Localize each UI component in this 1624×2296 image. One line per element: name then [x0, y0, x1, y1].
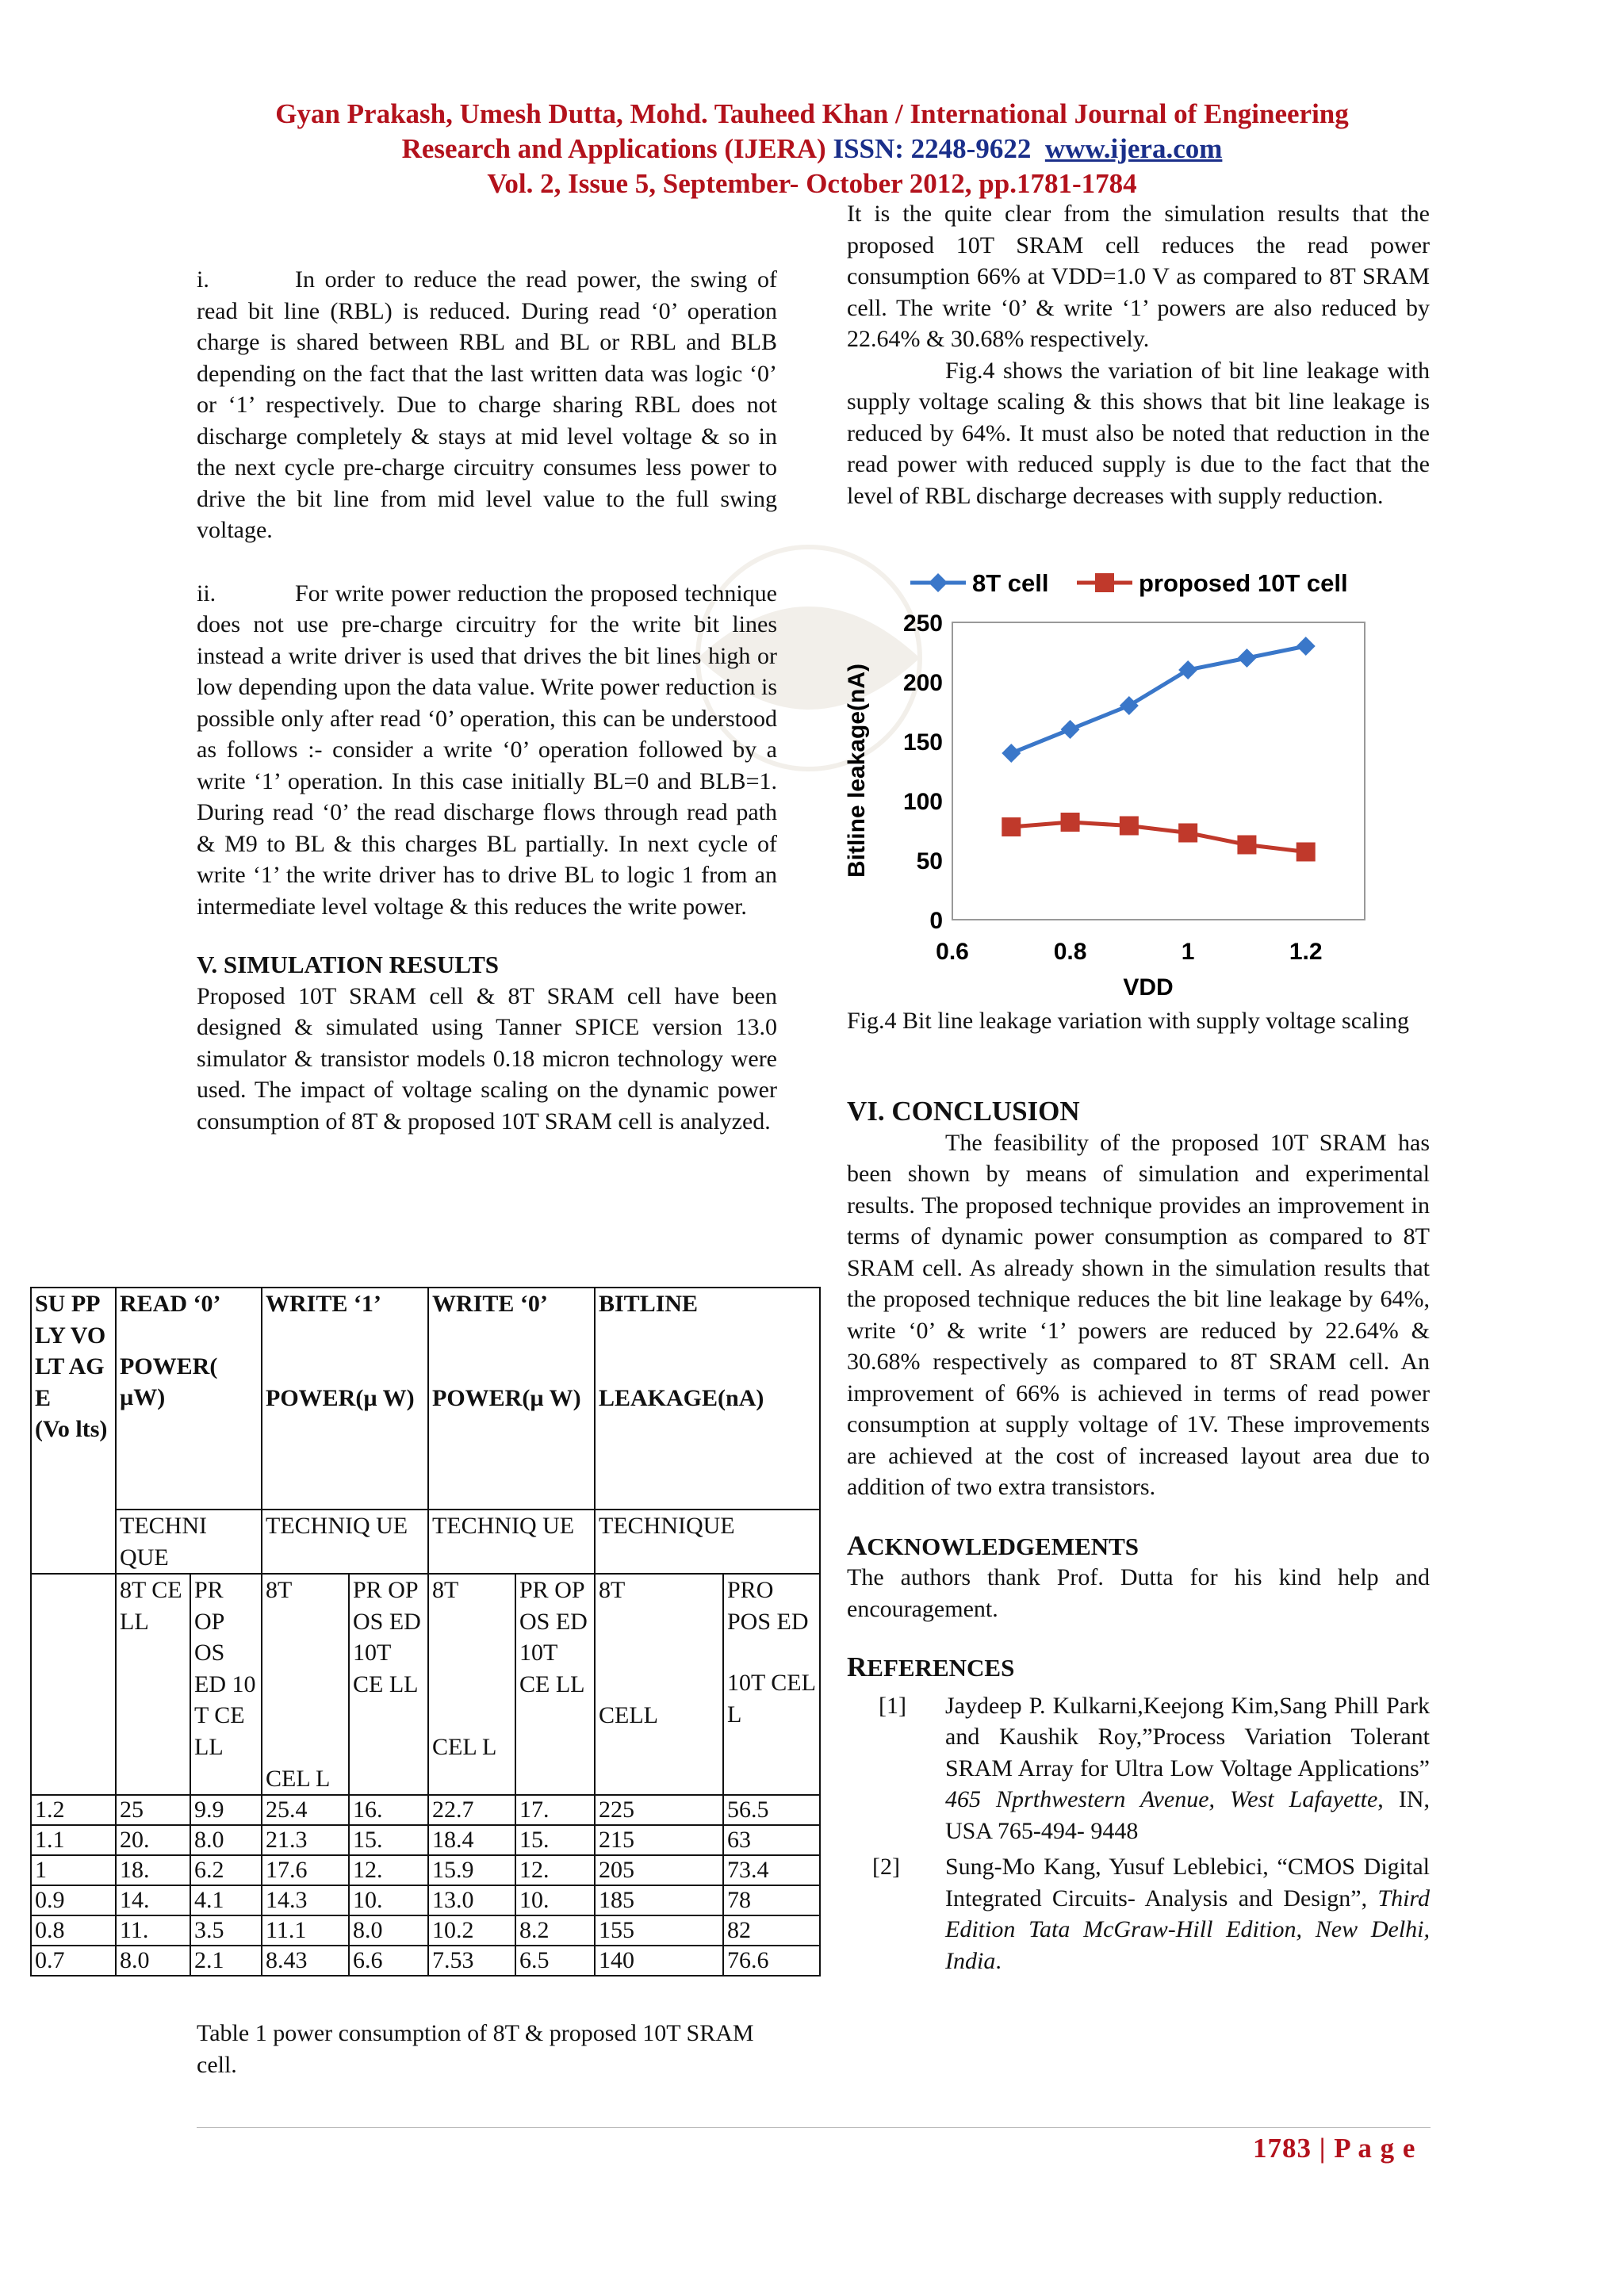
- y-tick-label: 0: [929, 908, 943, 934]
- subheader-write0-8t-b: CEL L: [432, 1733, 497, 1760]
- acknowledgements-heading: [847, 1530, 1430, 1563]
- table-cell: 20.: [116, 1825, 190, 1855]
- header-write0-label: WRITE ‘0’: [432, 1291, 548, 1317]
- ack-rest: CKNOWLEDGEMENTS: [867, 1532, 1139, 1560]
- references-list: [847, 1690, 1430, 1977]
- item-i-first-line: In order to reduce the read power, the: [295, 266, 681, 293]
- table-cell: 17.: [515, 1795, 595, 1825]
- footer-divider: [197, 2127, 1431, 2128]
- references-heading: [847, 1651, 1430, 1684]
- table-cell: 8.0: [349, 1915, 428, 1946]
- subheader-bitline-proposed-a: PRO POS ED: [727, 1577, 809, 1635]
- technique-read: TECHNI QUE: [116, 1510, 262, 1574]
- data-point-proposed-10t: [1120, 817, 1139, 836]
- table-cell: 15.9: [428, 1855, 515, 1885]
- data-point-proposed-10t: [1297, 843, 1316, 862]
- table-cell: 13.0: [428, 1885, 515, 1915]
- journal-header: [0, 97, 1624, 201]
- subheader-write0-8t: [428, 1574, 515, 1795]
- table-cell: 12.: [349, 1855, 428, 1885]
- results-paragraph-1: It is the quite clear from the simulation results that the proposed 10T SRAM cell reduces the read power consumption 66% at VDD=1.0 V as compared to 8T SRAM cell. The write ‘0’ & write ‘1’ powers are also reduced by 22.64% & 30.68% respectively.: [847, 201, 1430, 352]
- y-tick-label: 200: [902, 670, 943, 696]
- table-cell: 25: [116, 1795, 190, 1825]
- header-write0-unit: POWER(µ W): [432, 1384, 581, 1411]
- header-read-label: READ ‘0’: [120, 1291, 221, 1317]
- header-bitline-unit: LEAKAGE(nA): [599, 1384, 764, 1411]
- reference-1-italic: 465 Nprthwestern Avenue, West Lafayette: [945, 1786, 1378, 1812]
- table-cell: 12.: [515, 1855, 595, 1885]
- section-v-heading: V. SIMULATION RESULTS: [197, 951, 500, 978]
- reference-2-number: [2]: [872, 1854, 900, 1880]
- table-cell: 225: [595, 1795, 723, 1825]
- table-cell: 63: [723, 1825, 820, 1855]
- subheader-bitline-proposed-b: 10T CEL L: [727, 1670, 815, 1728]
- header-write1-unit: POWER(µ W): [266, 1384, 415, 1411]
- table-cell: 14.3: [262, 1885, 349, 1915]
- item-i-text: swing of read bit line (RBL) is reduced. During read ‘0’ operation charge is shared between RBL and BL or RBL and BLB depending on the fact that the last written data was logic ‘0’ or ‘1’ respectively. Due to charge sharing RBL does not discharge completely & stays at mid level voltage & so in the next cycle pre-charge circuitry consumes less power to drive the bit line from mid level value to the full swing voltage.: [197, 266, 778, 543]
- table-cell: 15.: [349, 1825, 428, 1855]
- table-cell: 16.: [349, 1795, 428, 1825]
- table-row: [31, 1885, 820, 1915]
- table-cell: 25.4: [262, 1795, 349, 1825]
- table-row: [31, 1795, 820, 1825]
- cell-supply-voltage: 1: [31, 1855, 116, 1885]
- section-vi-heading: VI. CONCLUSION: [847, 1096, 1080, 1127]
- table-cell: 17.6: [262, 1855, 349, 1885]
- table-cell: 56.5: [723, 1795, 820, 1825]
- table-cell: 18.: [116, 1855, 190, 1885]
- ref-initial: R: [847, 1651, 868, 1682]
- item-ii-first-line: For write power reduction the proposed: [295, 580, 678, 607]
- subheader-read-proposed: PR OP OS ED 10 T CE LL: [190, 1574, 262, 1795]
- subheader-bitline-8t-b: CELL: [599, 1701, 658, 1728]
- x-axis-label: VDD: [1123, 974, 1174, 1001]
- cell-supply-voltage: 0.8: [31, 1915, 116, 1946]
- table-subheader-row: [31, 1574, 820, 1795]
- table-row: [31, 1946, 820, 1976]
- section-v-text: Proposed 10T SRAM cell & 8T SRAM cell have been designed & simulated using Tanner SPICE version 13.0 simulator & transistor models 0.18 micron technology were used. The impact of voltage scaling on the dynamic power consumption of 8T & proposed 10T SRAM cell is analyzed.: [197, 982, 777, 1135]
- table-cell: 185: [595, 1885, 723, 1915]
- table-cell: 4.1: [190, 1885, 262, 1915]
- legend-label: proposed 10T cell: [1139, 569, 1348, 597]
- header-write1-power: [262, 1288, 428, 1510]
- header-journal-line: [0, 132, 1624, 166]
- header-journal-name: Research and Applications (IJERA): [401, 133, 826, 164]
- data-point-proposed-10t: [1061, 813, 1080, 832]
- table-cell: 2.1: [190, 1946, 262, 1976]
- y-tick-label: 250: [902, 610, 943, 637]
- header-url-link[interactable]: www.ijera.com: [1044, 133, 1223, 164]
- subheader-write1-8t: [262, 1574, 349, 1795]
- reference-2-text: Sung-Mo Kang, Yusuf Leblebici, “CMOS Digital Integrated Circuits- Analysis and Design”,: [945, 1854, 1430, 1911]
- technique-bitline: TECHNIQUE: [595, 1510, 820, 1574]
- data-point-proposed-10t: [1002, 817, 1021, 836]
- ref-rest: EFERENCES: [867, 1654, 1015, 1682]
- table-technique-row: [31, 1510, 820, 1574]
- item-i-number: i.: [197, 266, 209, 293]
- table-cell: 6.6: [349, 1946, 428, 1976]
- results-paragraph-2: Fig.4 shows the variation of bit line leakage with supply voltage scaling & this shows that bit line leakage is reduced by 64%. It must also be noted that reduction in the read power with reduced supply is due to the fact that the level of RBL discharge decreases with supply reduction.: [847, 357, 1430, 509]
- item-ii-text: technique does not use pre-charge circuitry for the write bit lines instead a write driver is used that drives the bit lines high or low depending upon the data value. Write power reduction is possible only after read ‘0’ operation, this can be understood as follows :- consider a write ‘0’ operation followed by a write ‘1’ operation. In this case initially BL=0 and BLB=1. During read ‘0’ the read discharge flows through read path & M9 to BL & this charges BL partially. In next cycle of write ‘1’ the write driver has to drive BL to logic 1 from an intermediate level voltage & this reduces the write power.: [197, 580, 777, 920]
- header-supply-label: SU PP LY VO LT AG E: [35, 1291, 106, 1411]
- cell-supply-voltage: 0.7: [31, 1946, 116, 1976]
- y-tick-label: 150: [902, 729, 943, 756]
- subheader-write1-8t-b: CEL L: [266, 1765, 331, 1792]
- table-cell: 6.5: [515, 1946, 595, 1976]
- header-authors-line: Gyan Prakash, Umesh Dutta, Mohd. Tauheed Khan / International Journal of Engineering: [275, 98, 1349, 129]
- reference-1-tail: , IN, USA 765-494- 9448: [945, 1786, 1430, 1844]
- table-cell: 10.2: [428, 1915, 515, 1946]
- y-axis-ticks: [903, 610, 943, 934]
- table-cell: 6.2: [190, 1855, 262, 1885]
- header-read-power: [116, 1288, 262, 1510]
- table-cell: 73.4: [723, 1855, 820, 1885]
- table-cell: 8.0: [116, 1946, 190, 1976]
- figure-caption: Fig.4 Bit line leakage variation with supply voltage scaling: [847, 1008, 1410, 1034]
- reference-1-number: [1]: [879, 1692, 906, 1719]
- table-body: [31, 1795, 820, 1976]
- subheader-bitline-8t-a: 8T: [599, 1577, 626, 1603]
- cell-supply-voltage: 0.9: [31, 1885, 116, 1915]
- table-cell: 8.0: [190, 1825, 262, 1855]
- header-bitline-leakage: [595, 1288, 820, 1510]
- technique-write0: TECHNIQ UE: [428, 1510, 595, 1574]
- header-issn: ISSN: 2248-9622: [833, 133, 1032, 164]
- table-cell: 215: [595, 1825, 723, 1855]
- y-tick-label: 100: [902, 789, 943, 815]
- x-axis-ticks: [936, 939, 1322, 965]
- table-cell: 155: [595, 1915, 723, 1946]
- table-cell: 10.: [515, 1885, 595, 1915]
- header-supply-voltage: [31, 1288, 116, 1574]
- right-column-top: [847, 198, 1430, 511]
- header-volume-line: Vol. 2, Issue 5, September- October 2012, pp.1781-1784: [487, 168, 1137, 199]
- subheader-write0-proposed: PR OP OS ED 10T CE LL: [515, 1574, 595, 1795]
- table-cell: 7.53: [428, 1946, 515, 1976]
- list-item-i: [197, 264, 777, 546]
- left-column: [197, 264, 777, 1137]
- y-tick-label: 50: [916, 848, 943, 874]
- reference-2-italic: Third Edition Tata McGraw-Hill Edition, New Delhi, India: [945, 1885, 1430, 1974]
- list-item-ii: [197, 578, 777, 923]
- subheader-write0-8t-a: 8T: [432, 1577, 459, 1603]
- cell-supply-voltage: 1.2: [31, 1795, 116, 1825]
- x-tick-label: 1: [1181, 939, 1195, 965]
- conclusion-text: The feasibility of the proposed 10T SRAM has been shown by means of simulation and experimental results. The proposed technique provides an improvement in terms of dynamic power consumption as compared to 8T SRAM cell. As already shown in the simulation results that the proposed technique reduces the bit line leakage by 64%, write ‘0’ & write ‘1’ powers are reduced by 22.64% & 30.68% respectively as compared to 8T SRAM cell. An improvement of 66% is achieved in terms of read power consumption at supply voltage of 1V. These improvements are achieved at the cost of increased layout area due to addition of two extra transistors.: [847, 1129, 1430, 1500]
- item-ii-number: ii.: [197, 580, 216, 607]
- table-cell: 22.7: [428, 1795, 515, 1825]
- table-caption: Table 1 power consumption of 8T & proposed 10T SRAM cell.: [197, 2020, 754, 2078]
- table-header-row: [31, 1288, 820, 1510]
- results-table-wrapper: [30, 1287, 821, 1976]
- table-cell: 3.5: [190, 1915, 262, 1946]
- data-point-proposed-10t: [1178, 824, 1197, 843]
- subheader-bitline-proposed: [723, 1574, 820, 1795]
- reference-2-tail: .: [995, 1947, 1002, 1974]
- table-cell: 18.4: [428, 1825, 515, 1855]
- subheader-write1-8t-a: 8T: [266, 1577, 293, 1603]
- header-bitline-label: BITLINE: [599, 1291, 699, 1317]
- x-tick-label: 1.2: [1289, 939, 1323, 965]
- table-cell: 15.: [515, 1825, 595, 1855]
- technique-write1: TECHNIQ UE: [262, 1510, 428, 1574]
- table-row: [31, 1825, 820, 1855]
- table-cell: 14.: [116, 1885, 190, 1915]
- chart-legend: [910, 569, 1348, 597]
- legend-marker-8t: [929, 573, 948, 592]
- table-cell: 11.1: [262, 1915, 349, 1946]
- table-cell: 82: [723, 1915, 820, 1946]
- header-write1-label: WRITE ‘1’: [266, 1291, 381, 1317]
- y-axis-label: Bitline leakage(nA): [844, 663, 870, 878]
- header-volts-label: (Vo lts): [35, 1416, 108, 1442]
- legend-label: 8T cell: [972, 569, 1049, 597]
- table-cell: 21.3: [262, 1825, 349, 1855]
- subheader-write1-proposed: PR OP OS ED 10T CE LL: [349, 1574, 428, 1795]
- table-cell: 9.9: [190, 1795, 262, 1825]
- table-cell: 8.2: [515, 1915, 595, 1946]
- acknowledgements-text: The authors thank Prof. Dutta for his kind help and encouragement.: [847, 1564, 1430, 1622]
- reference-2: [847, 1851, 1430, 1976]
- subheader-empty: [31, 1574, 116, 1795]
- ack-initial: A: [847, 1529, 868, 1561]
- x-tick-label: 0.6: [936, 939, 969, 965]
- table-cell: 11.: [116, 1915, 190, 1946]
- data-point-proposed-10t: [1237, 836, 1256, 855]
- table-row: [31, 1855, 820, 1885]
- x-tick-label: 0.8: [1053, 939, 1087, 965]
- table-row: [31, 1915, 820, 1946]
- table-cell: 140: [595, 1946, 723, 1976]
- subheader-bitline-8t: [595, 1574, 723, 1795]
- reference-1-text: Jaydeep P. Kulkarni,Keejong Kim,Sang Phill Park and Kaushik Roy,”Process Variation Tolerant SRAM Array for Ultra Low Voltage Applications”: [945, 1692, 1430, 1781]
- table-cell: 76.6: [723, 1946, 820, 1976]
- right-column-bottom: [847, 1096, 1430, 1976]
- cell-supply-voltage: 1.1: [31, 1825, 116, 1855]
- header-read-unit: POWER( µW): [120, 1353, 218, 1410]
- subheader-read-8t: 8T CE LL: [116, 1574, 190, 1795]
- legend-marker-proposed-10t: [1095, 573, 1114, 592]
- table-cell: 205: [595, 1855, 723, 1885]
- page-number: 1783 | P a g e: [1253, 2133, 1416, 2164]
- reference-1: [847, 1690, 1430, 1847]
- table-cell: 78: [723, 1885, 820, 1915]
- header-write0-power: [428, 1288, 595, 1510]
- table-cell: 10.: [349, 1885, 428, 1915]
- results-table: [30, 1287, 821, 1976]
- plot-area: [952, 622, 1365, 920]
- table-cell: 8.43: [262, 1946, 349, 1976]
- bitline-leakage-chart: [844, 555, 1430, 1001]
